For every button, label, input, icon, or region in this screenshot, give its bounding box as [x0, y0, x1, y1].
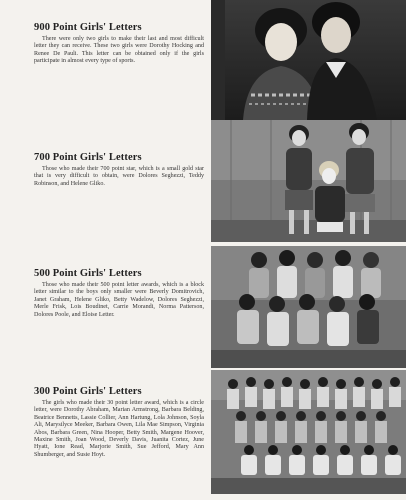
section-text	[34, 152, 204, 188]
section-text	[34, 386, 204, 459]
section-body: There were only two girls to make their last and most difficult letter they can receive. These two girls were Dorothy Hocking and Renee De Pauli. This letter can be obtained only if the girls participate in almost every type of sports.	[34, 36, 204, 65]
section-900-point	[0, 0, 406, 120]
photo-700-point-girls	[211, 120, 406, 242]
section-body: The girls who made their 30 point letter award, which is a circle letter, were Dorothy Abraham, Marian Armstrong, Barbara Belding, Beatrice Bennetts, Lassie Collier, Ann Hartung, Lola Johnson, Soyla Ali, Marysilyce Meeker, Barbara Owen, Lila Mae Simpson, Virginia Abos, Barbara Green, Nina Hooper, Betty Smith, Margene Hoover, Maxine Smith, Joan Wood, Deverly Davis, Juanita Cortez, June Hyatt, Ione Read, Marjorie Smith, Sue Jefford, Mary Ann Shumberger, and Susie Hoyt.	[34, 400, 204, 458]
photo-300-point-girls	[211, 370, 406, 494]
section-text	[34, 22, 204, 66]
photo-900-point-girls	[211, 0, 406, 120]
section-300-point	[0, 370, 406, 500]
section-500-point	[0, 246, 406, 370]
section-body: Those who made their 700 point star, which is a small gold star that is very difficult to obtain, were Dolores Seghezzi, Teddy Robinson, and Helene Gliko.	[34, 166, 204, 187]
section-text	[34, 268, 204, 319]
section-title: 900 Point Girls' Letters	[34, 22, 142, 33]
section-body: Those who made their 500 point letter awards, which is a block letter similar to the boys only smaller were Beverly Domitrovich, Janet Graham, Helene Gliko, Betty Wadelow, Dolores Seghezzi, Merle Frisk, Lois Boudinet, Carrie Morandi, Norma Patterson, Dolores Poole, and Eloise Letter.	[34, 282, 204, 318]
section-700-point	[0, 120, 406, 246]
section-title: 300 Point Girls' Letters	[34, 386, 142, 397]
section-title: 700 Point Girls' Letters	[34, 152, 142, 163]
photo-500-point-girls	[211, 246, 406, 368]
section-title: 500 Point Girls' Letters	[34, 268, 142, 279]
